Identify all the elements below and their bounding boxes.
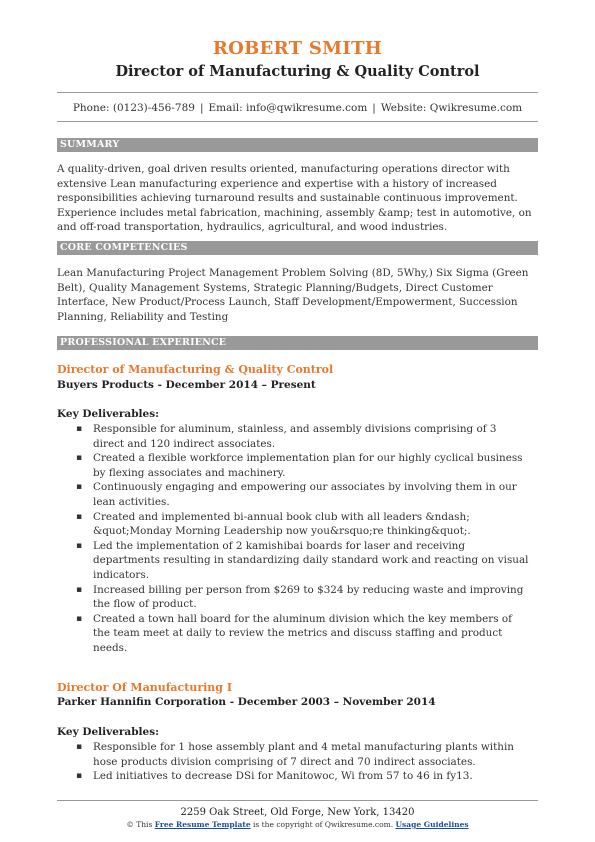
list-item <box>57 451 538 480</box>
competencies-text: Lean Manufacturing Project Management Problem Solving (8D, 5Why,) Six Sigma (Green Belt), Quality Management Systems, Strategic Planning/Budgets, Direct Customer Interface, New Product/Process Launch, Staff Development/Empowerment, Succession Planning, Reliability and Testing <box>57 267 529 323</box>
footer-credit <box>0 819 595 830</box>
free-resume-template-link[interactable]: Free Resume Template <box>154 820 251 829</box>
key-deliverables-label: Key Deliverables: <box>57 408 160 420</box>
job-title: Director of Manufacturing & Quality Control <box>57 363 334 376</box>
job-title: Director Of Manufacturing I <box>57 681 232 694</box>
contact-website[interactable]: Website: Qwikresume.com <box>380 102 523 114</box>
job-bullet-list <box>57 740 538 784</box>
bullet-text: Responsible for aluminum, stainless, and assembly divisions comprising of 3 direct and 120 indirect associates. <box>93 423 497 450</box>
job-bullet-list <box>57 422 538 656</box>
contact-line <box>0 101 595 115</box>
job-company-dates: Parker Hannifin Corporation - December 2003 – November 2014 <box>57 696 436 708</box>
list-item <box>57 769 538 784</box>
bullet-text: Increased billing per person from $269 to $324 by reducing waste and improving the flow of product. <box>93 583 524 611</box>
bullet-text: Created and implemented bi-annual book club with all leaders &ndash; &quot;Monday Morning Leadership now you&rsquo;re thinking&quot;. <box>93 510 471 538</box>
footer-credit-prefix: © This <box>126 820 153 829</box>
bullet-square-icon: ▪ <box>76 482 83 493</box>
section-heading-professional-experience: PROFESSIONAL EXPERIENCE <box>57 336 538 350</box>
bullet-text: Continuously engaging and empowering our associates by involving them in our lean activities. <box>93 481 517 508</box>
list-item <box>57 480 538 509</box>
bullet-text: Created a flexible workforce implementation plan for our highly cyclical business by flexing associates and machinery. <box>93 452 523 479</box>
bullet-square-icon: ▪ <box>76 453 83 464</box>
list-item <box>57 539 538 583</box>
key-deliverables-label: Key Deliverables: <box>57 726 160 738</box>
list-item <box>57 583 538 612</box>
usage-guidelines-link[interactable]: Usage Guidelines <box>395 820 469 829</box>
candidate-title: Director of Manufacturing & Quality Control <box>115 63 480 80</box>
list-item <box>57 612 538 656</box>
header-top-divider <box>57 92 538 93</box>
footer-address: 2259 Oak Street, Old Forge, New York, 13420 <box>180 807 415 818</box>
bullet-square-icon: ▪ <box>76 613 83 624</box>
bullet-square-icon: ▪ <box>76 771 83 782</box>
contact-phone: Phone: (0123)-456-789 <box>72 102 195 114</box>
summary-text: A quality-driven, goal driven results oriented, manufacturing operations director with extensive Lean manufacturing experience and expertise with a history of increased responsibilities achieving turnaround results and sustainable continuous improvement. Experience includes metal fabrication, machining, assembly &amp; test in automotive, on and off-road transportation, hydraulics, agricultural, and wood industries. <box>57 163 532 233</box>
list-item <box>57 510 538 539</box>
contact-email[interactable]: Email: info@qwikresume.com <box>208 102 368 114</box>
footer-divider <box>57 800 538 801</box>
bullet-text: Created a town hall board for the aluminum division which the key members of the team meet at daily to review the metrics and discuss staffing and product needs. <box>93 612 512 654</box>
section-heading-summary: SUMMARY <box>57 138 538 152</box>
contact-separator: | <box>199 102 204 114</box>
bullet-square-icon: ▪ <box>76 424 83 434</box>
header-bottom-divider <box>57 121 538 122</box>
job-company-dates: Buyers Products - December 2014 – Present <box>57 379 316 391</box>
bullet-square-icon: ▪ <box>76 540 83 551</box>
section-heading-core-competencies: CORE COMPETENCIES <box>57 241 538 255</box>
bullet-text: Responsible for 1 hose assembly plant and 4 metal manufacturing plants within hose products division comprising of 7 direct and 70 indirect associates. <box>93 741 514 768</box>
contact-separator: | <box>372 102 376 114</box>
footer-credit-middle: is the copyright of Qwikresume.com. <box>253 820 394 829</box>
list-item <box>57 740 538 769</box>
bullet-text: Led initiatives to decrease DSi for Manitowoc, Wi from 57 to 46 in fy13. <box>93 770 473 783</box>
bullet-square-icon: ▪ <box>76 742 83 752</box>
candidate-name: ROBERT SMITH <box>212 38 383 59</box>
bullet-square-icon: ▪ <box>76 511 83 522</box>
list-item <box>57 422 538 451</box>
bullet-square-icon: ▪ <box>76 584 83 595</box>
bullet-text: Led the implementation of 2 kamishibai boards for laser and receiving departments resulting in standardizing daily standard work and reacting on visual indicators. <box>93 539 529 581</box>
